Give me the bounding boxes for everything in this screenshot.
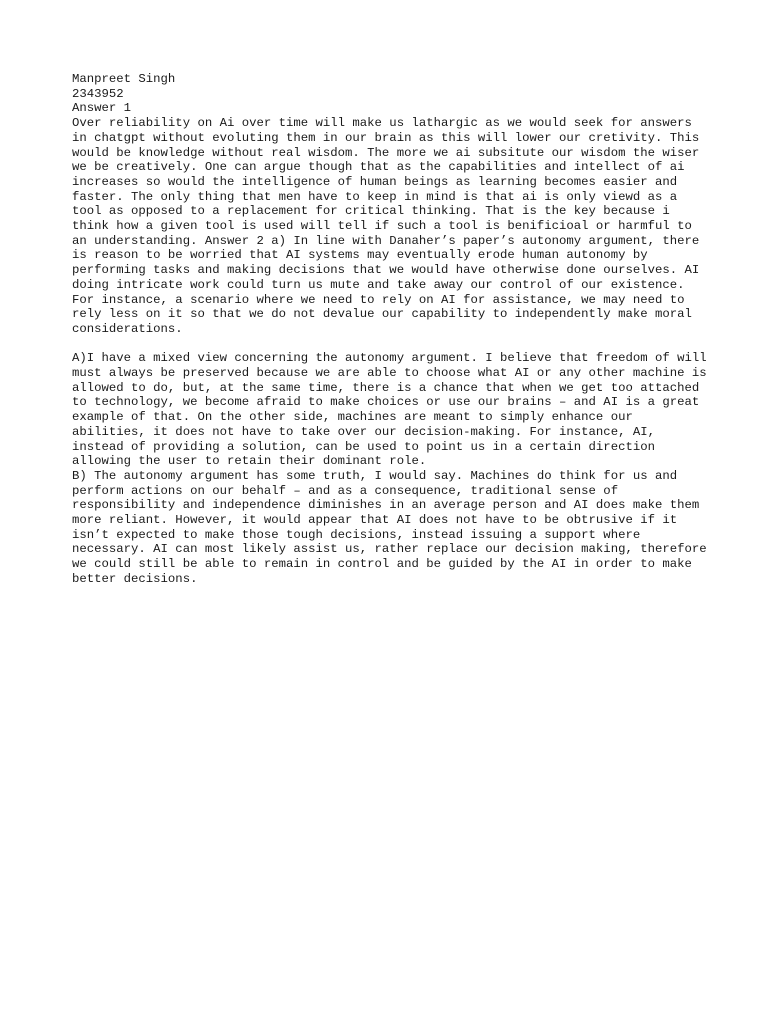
paragraph-answer-2a: A)I have a mixed view concerning the autonomy argument. I believe that freedom of will must always be preserved because we are able to choose what AI or any other machine is allowed to do, but, at the same time, there is a chance that when we get too attached to technology, we become afraid to make choices or use our brains – and AI is a great example of that. On the other side, machines are meant to simply enhance our abilities, it does not have to take over our decision-making. For instance, AI, instead of providing a solution, can be used to point us in a certain direction allowing the user to retain their dominant role.: [72, 351, 707, 469]
student-id: 2343952: [72, 86, 124, 101]
document-page: [72, 72, 712, 587]
paragraph-answer-2b: B) The autonomy argument has some truth, I would say. Machines do think for us and perform actions on our behalf – and as a consequence, traditional sense of responsibility and independence diminishes in an average person and AI does make them more reliant. However, it would appear that AI does not have to be obtrusive if it isn’t expected to make those tough decisions, instead issuing a support where necessary. AI can most likely assist us, rather replace our decision making, therefore we could still be able to remain in control and be guided by the AI in order to make better decisions.: [72, 468, 707, 586]
paragraph-answer-1: Over reliability on Ai over time will make us lathargic as we would seek for answers in chatgpt without evoluting them in our brain as this will lower our cretivity. This would be knowledge without real wisdom. The more we ai subsitute our wisdom the wiser we be creatively. One can argue though that as the capabilities and intellect of ai increases so would the intelligence of human beings as learning becomes easier and faster. The only thing that men have to keep in mind is that ai is only viewd as a tool as opposed to a replacement for critical thinking. That is the key because i think how a given tool is used will tell if such a tool is benificioal or harmful to an understanding. Answer 2 a) In line with Danaher’s paper’s autonomy argument, there is reason to be worried that AI systems may eventually erode human autonomy by performing tasks and making decisions that we would have otherwise done ourselves. AI doing intricate work could turn us mute and take away our control of our existence. For instance, a scenario where we need to rely on AI for assistance, we may need to rely less on it so that we do not devalue our capability to independently make moral considerations.: [72, 116, 700, 336]
author-name: Manpreet Singh: [72, 72, 176, 86]
answer-heading: Answer 1: [72, 101, 132, 116]
